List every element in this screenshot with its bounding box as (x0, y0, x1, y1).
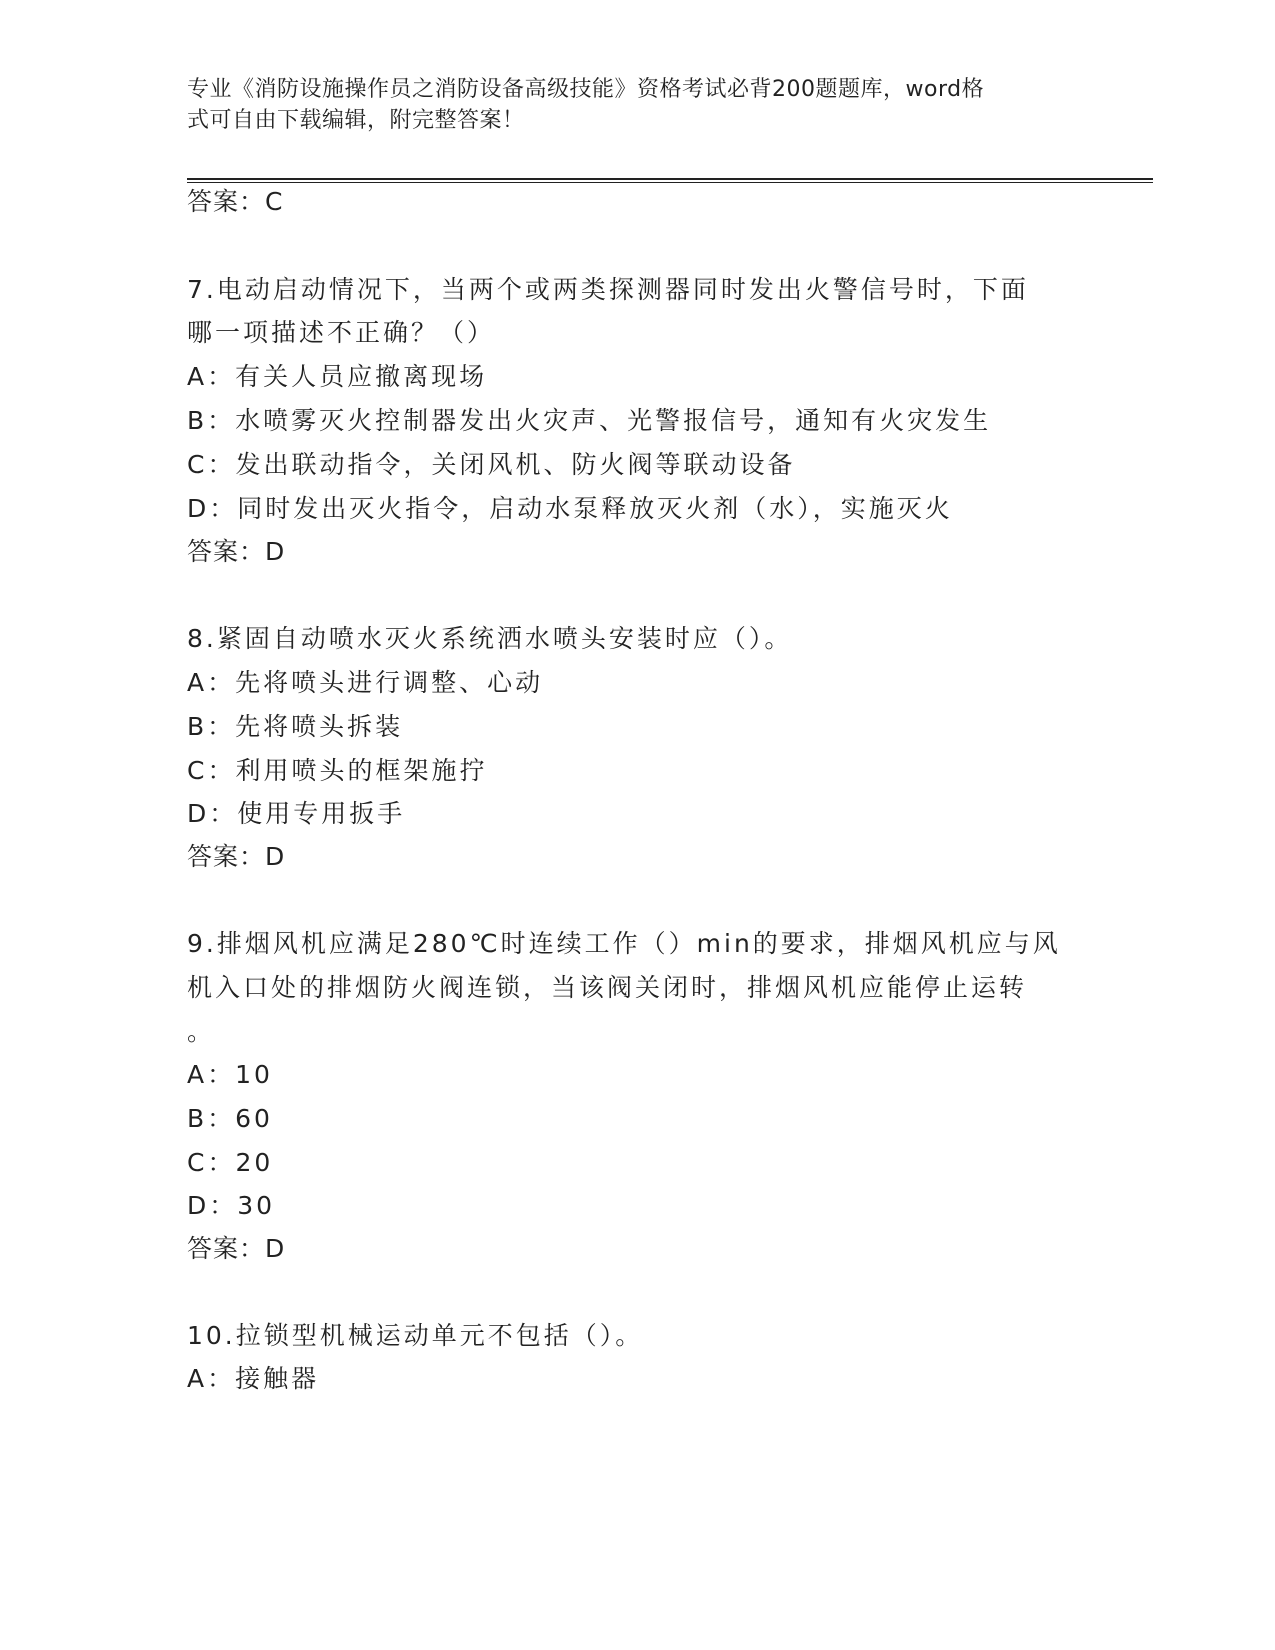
q10-option-a: A：接触器 (187, 1364, 320, 1393)
q7-stem-line-1: 7.电动启动情况下，当两个或两类探测器同时发出火警信号时，下面 (187, 275, 1029, 304)
q8-option-d: D：使用专用扳手 (187, 799, 406, 828)
q7-option-a: A：有关人员应撤离现场 (187, 362, 488, 391)
q8-option-b: B：先将喷头拆装 (187, 712, 404, 741)
q9-answer: 答案：D (187, 1234, 286, 1263)
q7-option-d: D：同时发出灭火指令，启动水泵释放灭火剂（水），实施灭火 (187, 494, 953, 523)
answer-previous: 答案：C (187, 187, 284, 216)
document-header (187, 74, 1067, 136)
q8-stem-line-1: 8.紧固自动喷水灭火系统洒水喷头安装时应（）。 (187, 624, 793, 653)
q9-stem-line-3: 。 (187, 1017, 216, 1046)
q7-option-c: C：发出联动指令，关闭风机、防火阀等联动设备 (187, 450, 796, 479)
q9-option-b: B：60 (187, 1104, 273, 1133)
header-rule-thin (187, 182, 1153, 183)
q8-answer: 答案：D (187, 842, 286, 871)
q7-answer: 答案：D (187, 537, 286, 566)
q8-option-a: A：先将喷头进行调整、心动 (187, 668, 544, 697)
q7-stem-line-2: 哪一项描述不正确？（） (187, 318, 496, 347)
q9-option-c: C：20 (187, 1148, 274, 1177)
q10-stem-line-1: 10.拉锁型机械运动单元不包括（）。 (187, 1321, 644, 1350)
q9-option-d: D：30 (187, 1191, 276, 1220)
header-line-2: 式可自由下载编辑，附完整答案！ (187, 108, 525, 133)
q9-stem-line-2: 机入口处的排烟防火阀连锁，当该阀关闭时，排烟风机应能停止运转 (187, 973, 1028, 1002)
header-line-1: 专业《消防设施操作员之消防设备高级技能》资格考试必背200题题库，word格 (187, 77, 985, 102)
q9-option-a: A：10 (187, 1060, 273, 1089)
q8-option-c: C：利用喷头的框架施拧 (187, 756, 488, 785)
q9-stem-line-1: 9.排烟风机应满足280℃时连续工作（）min的要求，排烟风机应与风 (187, 929, 1061, 958)
q7-option-b: B：水喷雾灭火控制器发出火灾声、光警报信号，通知有火灾发生 (187, 406, 992, 435)
header-rule (187, 178, 1153, 180)
